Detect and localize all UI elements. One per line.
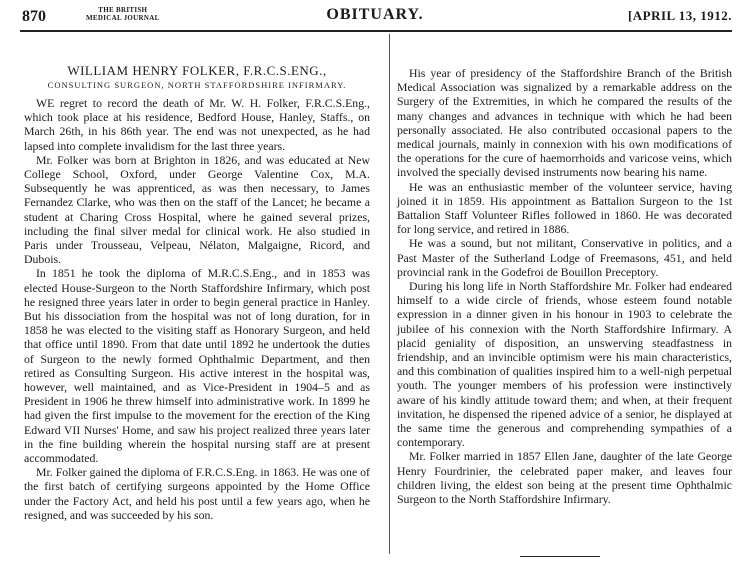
journal-name-line2: MEDICAL JOURNAL [86, 14, 160, 22]
section-title: OBITUARY. [326, 6, 424, 23]
paragraph: He was a sound, but not militant, Conservative in politics, and a Past Master of the Sutherland Lodge of Freemasons, 451, and held provincial rank in the Godefroi de Bouillon Preceptory. [397, 236, 732, 279]
paragraph: During his long life in North Staffordshire Mr. Folker had endeared himself to a wide circle of friends, whose esteem found notable expression in a dinner given in his honour in 1903 to celebrate the jubilee of his connexion with the North Staffordshire Infirmary. A placid geniality of disposition, an unswerving steadfastness in friendship, and an invincible optimism were his main characteristics, and this combination of qualities inspired him to a well-nigh perpetual youth. The younger members of his profession were instinctively aware of his kindly attitude toward them; and when, at their frequent invitation, he dispensed the ripened advice of a senior, he displayed at the same time the generous and comprehending sympathies of a contemporary. [397, 279, 732, 450]
end-rule [520, 556, 600, 557]
column-divider [389, 34, 390, 554]
paragraph: Mr. Folker gained the diploma of F.R.C.S.Eng. in 1863. He was one of the first batch of certifying surgeons appointed by the Home Office under the Factory Act, and held his post until a few years ago, when he resigned, and was succeeded by his son. [24, 465, 370, 522]
issue-date: [APRIL 13, 1912. [627, 8, 732, 23]
obituary-title: WILLIAM HENRY FOLKER, F.R.C.S.ENG., [67, 63, 327, 78]
page-number: 870 [22, 8, 46, 25]
paragraph: His year of presidency of the Staffordshire Branch of the British Medical Association was signalized by a remarkable address on the Surgery of the Extremities, in which he compared the results of the many changes and advances in technique with which he had been personally associated. He also contributed occasional papers to the medical journals, mainly in connexion with his own modifications of the operations for the cure of haemorrhoids and varicose veins, which involved the specially devised instruments now bearing his name. [397, 66, 732, 180]
journal-name-line1: THE BRITISH [98, 6, 148, 14]
paragraph: Mr. Folker married in 1857 Ellen Jane, daughter of the late George Henry Fourdrinier, the celebrated paper maker, and leaves four children living, the eldest son being at the present time Ophthalmic Surgeon to the North Staffordshire Infirmary. [397, 449, 732, 507]
paragraph: In 1851 he took the diploma of M.R.C.S.Eng., and in 1853 was elected House-Surgeon to the North Staffordshire Infirmary, which post he resigned three years later in order to begin general practice in Hanley. But his dissociation from the hospital was not of long duration, for in 1858 he was elected to the visiting staff as Honorary Surgeon, and held that office until 1890. From that date until 1892 he undertook the duties of Surgeon to the newly formed Ophthalmic Department, and then retired as Consulting Surgeon. His active interest in the hospital was, however, well maintained, and as Vice-President in 1904–5 and as President in 1906 he threw himself into administrative work. In 1899 he had given the first impulse to the movement for the erection of the King Edward VII Nurses' Home, and saw his project realized three years later in the fine building wherein the hospital nursing staff are at present accommodated. [24, 266, 370, 466]
right-column [397, 66, 732, 506]
obituary-subtitle: CONSULTING SURGEON, NORTH STAFFORDSHIRE INFIRMARY. [47, 80, 347, 90]
page-header [0, 0, 750, 30]
paragraph: Mr. Folker was born at Brighton in 1826, and was educated at New College School, Oxford, under George Valentine Cox, M.A. Subsequently he was apprenticed, as was then necessary, to James Fernandez Clarke, who was then on the staff of the Lancet; he became a student at Charing Cross Hospital, where he gained several prizes, including the final silver medal for clinical work. He also studied in Paris under Trousseau, Velpeau, Nélaton, Malgaigne, Ricord, and Dubois. [24, 152, 370, 267]
paragraph: He was an enthusiastic member of the volunteer service, having joined it in 1859. His appointment as Battalion Surgeon to the 1st Battalion Staff Volunteer Rifles followed in 1860. He was decorated for long service, and retired in 1886. [397, 179, 732, 237]
header-rule [20, 30, 732, 32]
left-column [24, 96, 370, 522]
paragraph: WE regret to record the death of Mr. W. H. Folker, F.R.C.S.Eng., which took place at his residence, Bedford House, Hanley, Staffs., on March 26th, in his 86th year. The end was not unexpected, as he had lapsed into complete invalidism for the last three years. [24, 96, 370, 153]
